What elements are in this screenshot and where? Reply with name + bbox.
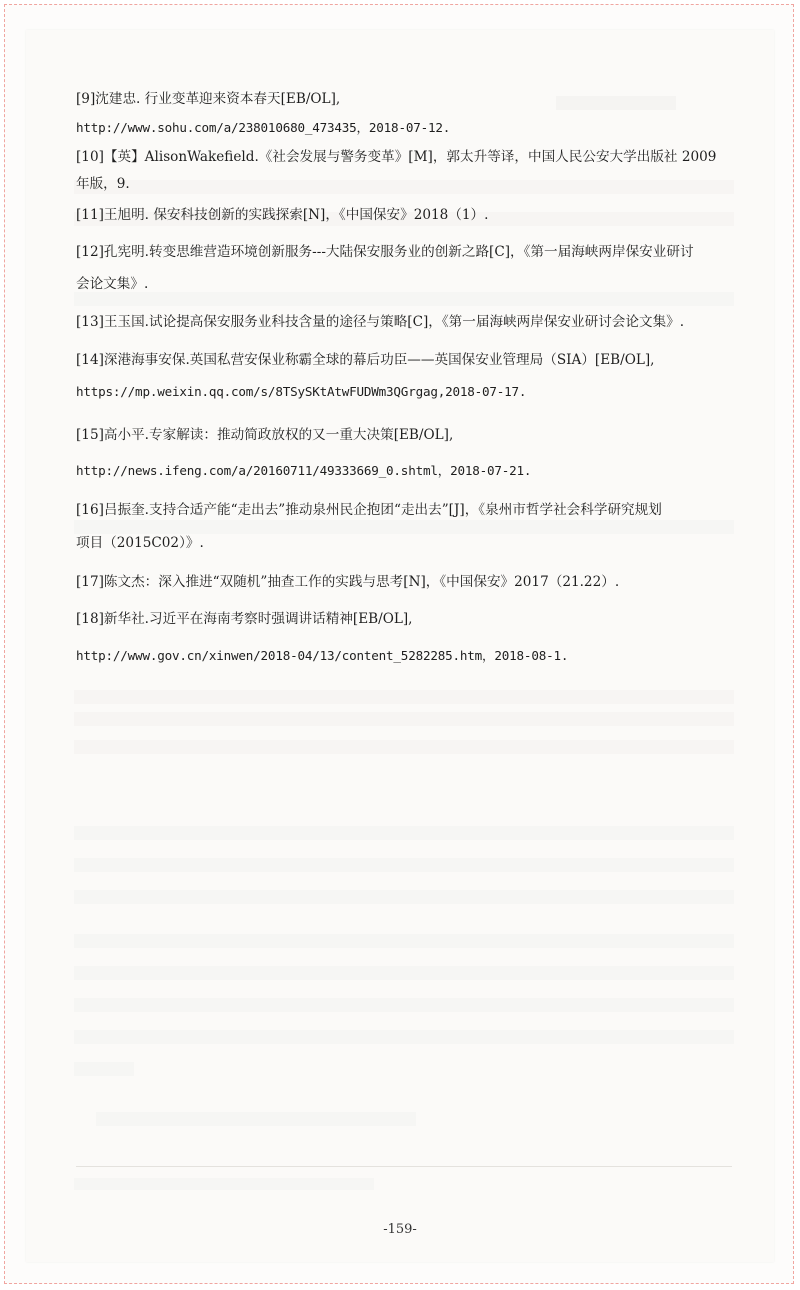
bleed-through-mark: [74, 858, 734, 872]
reference-10-line-2: 年版，9.: [76, 176, 130, 192]
page-number: -159-: [383, 1222, 417, 1237]
reference-9-line-1: [9]沈建忠. 行业变革迎来资本春天[EB/OL],: [76, 91, 341, 107]
bleed-through-mark: [74, 826, 734, 840]
bleed-through-mark: [74, 292, 734, 306]
reference-14-line-1: [14]深港海事安保.英国私营安保业称霸全球的幕后功臣——英国保安业管理局（SIA）[EB/OL],: [76, 352, 655, 368]
bleed-through-mark: [74, 712, 734, 726]
reference-16-line-2: 项目（2015C02）》.: [76, 535, 204, 551]
bleed-through-mark: [74, 966, 734, 980]
footnote-rule: [76, 1166, 732, 1167]
reference-15-url: http://news.ifeng.com/a/20160711/49333669_0.shtml，2018-07-21.: [76, 463, 532, 478]
reference-18-line-1: [18]新华社.习近平在海南考察时强调讲话精神[EB/OL],: [76, 611, 413, 627]
bleed-through-mark: [74, 690, 734, 704]
reference-12-line-1: [12]孔宪明.转变思维营造环境创新服务---大陆保安服务业的创新之路[C]，《第一届海峡两岸保安业研讨: [76, 244, 694, 260]
reference-9-url: http://www.sohu.com/a/238010680_473435，2018-07-12.: [76, 120, 451, 135]
bleed-through-mark: [74, 998, 734, 1012]
bleed-through-mark: [74, 890, 734, 904]
reference-13: [13]王玉国.试论提高保安服务业科技含量的途径与策略[C]，《第一届海峡两岸保安业研讨会论文集》.: [76, 314, 685, 330]
bleed-through-mark: [74, 740, 734, 754]
reference-18-url: http://www.gov.cn/xinwen/2018-04/13/content_5282285.htm，2018-08-1.: [76, 648, 569, 663]
reference-12-line-2: 会论文集》.: [76, 276, 149, 292]
reference-17: [17]陈文杰：深入推进“双随机”抽查工作的实践与思考[N]，《中国保安》2017（21.22）.: [76, 574, 620, 590]
reference-16-line-1: [16]吕振奎.支持合适产能“走出去”推动泉州民企抱团“走出去”[J]，《泉州市哲学社会科学研究规划: [76, 502, 662, 518]
bleed-through-mark: [74, 1030, 734, 1044]
reference-14-url: https://mp.weixin.qq.com/s/8TSySKtAtwFUDWm3QGrgag,2018-07-17.: [76, 384, 527, 399]
reference-10-line-1: [10]【英】AlisonWakefield.《社会发展与警务变革》[M]，郭太升等译，中国人民公安大学出版社 2009: [76, 149, 717, 165]
bleed-through-mark: [74, 1062, 134, 1076]
bleed-through-mark: [74, 1178, 374, 1190]
bleed-through-mark: [96, 1112, 416, 1126]
reference-11: [11]王旭明. 保安科技创新的实践探索[N]，《中国保安》2018（1）.: [76, 207, 489, 223]
reference-15-line-1: [15]高小平.专家解读：推动简政放权的又一重大决策[EB/OL],: [76, 427, 454, 443]
bleed-through-mark: [74, 934, 734, 948]
